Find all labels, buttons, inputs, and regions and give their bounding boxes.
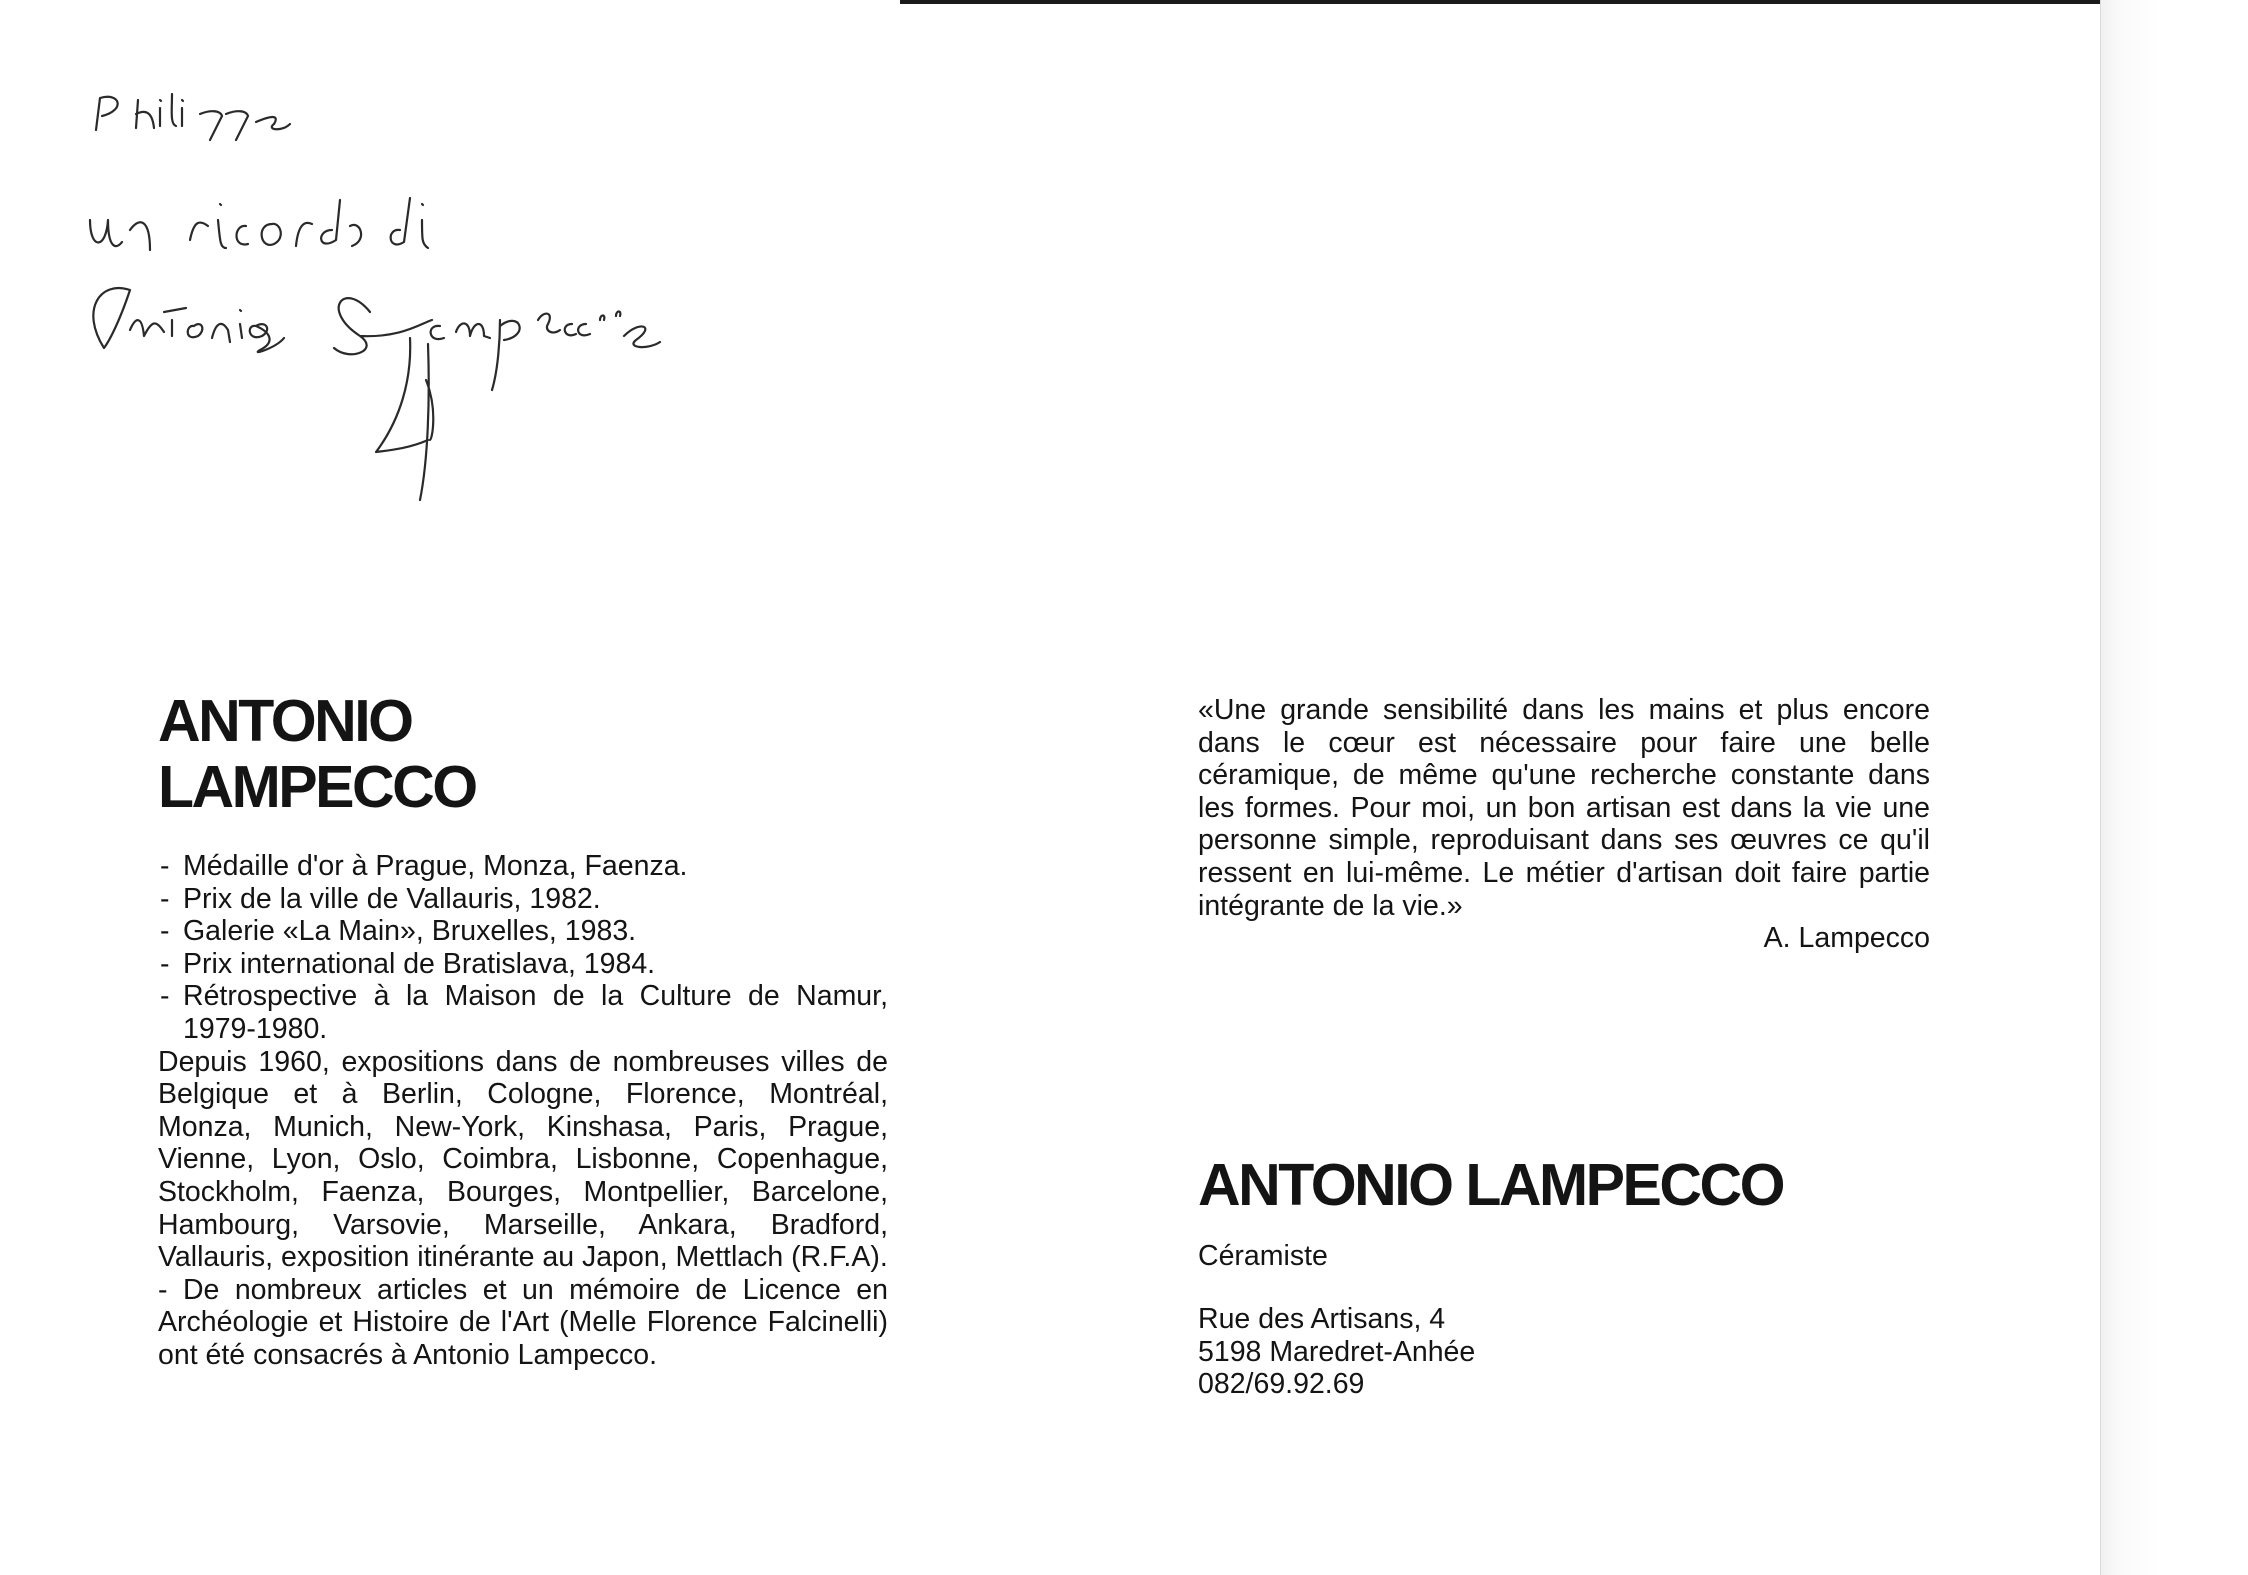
card-role: Céramiste bbox=[1198, 1240, 1328, 1272]
handwriting-drawing bbox=[60, 80, 960, 640]
biography-section bbox=[158, 688, 888, 1372]
award-item: - Galerie «La Main», Bruxelles, 1983. bbox=[158, 915, 888, 948]
page-fold-shadow bbox=[2100, 0, 2248, 1575]
articles-paragraph: - De nombreux articles et un mémoire de Licence en Archéologie et Histoire de l'Art (Melle Florence Falcinelli) ont été consacrés à Antonio Lampecco. bbox=[158, 1273, 888, 1371]
card-address bbox=[1198, 1303, 2098, 1401]
award-item: - Prix international de Bratislava, 1984. bbox=[158, 948, 888, 981]
contact-card bbox=[1198, 1152, 2098, 1401]
artist-name-line1: ANTONIO bbox=[158, 688, 412, 754]
handwritten-dedication bbox=[60, 80, 960, 640]
quote-section bbox=[1198, 694, 1930, 955]
card-name: ANTONIO LAMPECCO bbox=[1198, 1152, 1783, 1218]
artist-name-line2: LAMPECCO bbox=[158, 754, 476, 820]
award-item: - Médaille d'or à Prague, Monza, Faenza. bbox=[158, 850, 888, 883]
quote-author: A. Lampecco bbox=[1763, 922, 1930, 955]
address-street: Rue des Artisans, 4 bbox=[1198, 1303, 1446, 1335]
address-city: 5198 Maredret-Anhée bbox=[1198, 1335, 1476, 1368]
awards-list bbox=[158, 850, 888, 1046]
artist-name-heading bbox=[158, 688, 888, 820]
phone-number: 082/69.92.69 bbox=[1198, 1368, 1365, 1401]
award-item: - Prix de la ville de Vallauris, 1982. bbox=[158, 883, 888, 916]
top-edge-rule bbox=[900, 0, 2100, 4]
artist-quote: «Une grande sensibilité dans les mains et plus encore dans le cœur est nécessaire pour faire une belle céramique, de même qu'une recherche constante dans les formes. Pour moi, un bon artisan est dans la vie une personne simple, reproduisant dans ses œuvres ce qu'il ressent en lui-même. Le métier d'artisan doit faire partie intégrante de la vie.» bbox=[1198, 694, 1930, 922]
exhibitions-paragraph: Depuis 1960, expositions dans de nombreuses villes de Belgique et à Berlin, Cologne, Florence, Montréal, Monza, Munich, New-York, Kinshasa, Paris, Prague, Vienne, Lyon, Oslo, Coimbra, Lisbonne, Copenhague, Stockholm, Faenza, Bourges, Montpellier, Barcelone, Hambourg, Varsovie, Marseille, Ankara, Bradford, Vallauris, exposition itinérante au Japon, Mettlach (R.F.A). bbox=[158, 1045, 888, 1274]
award-item: - Rétrospective à la Maison de la Culture de Namur, 1979-1980. bbox=[158, 980, 888, 1045]
